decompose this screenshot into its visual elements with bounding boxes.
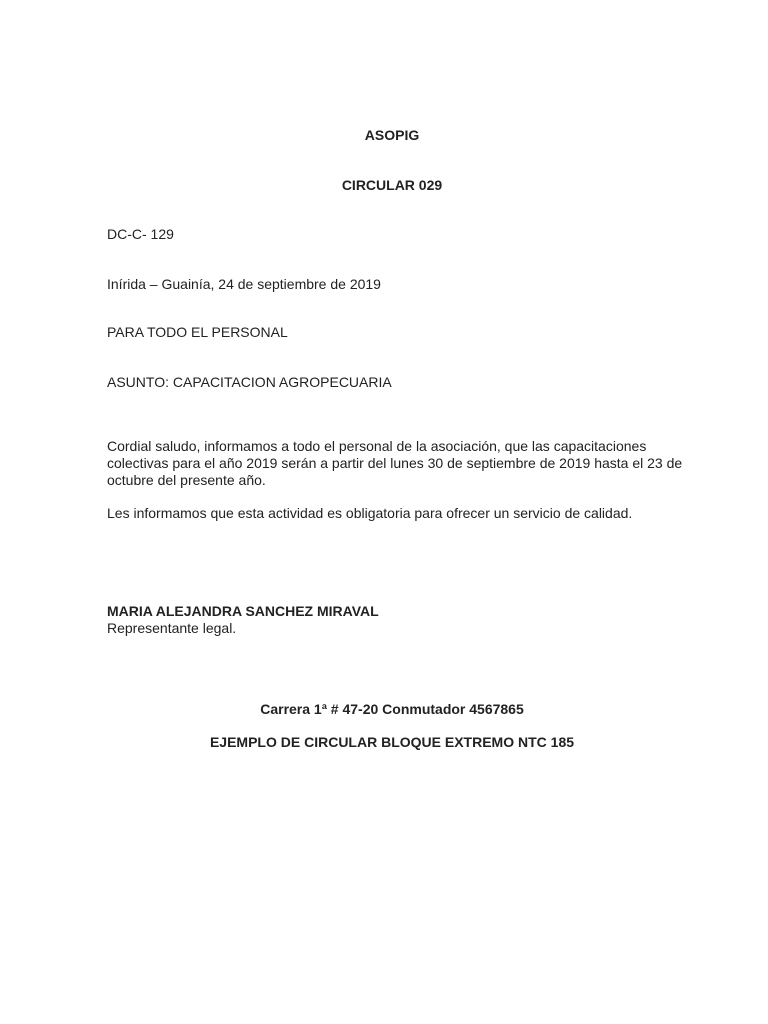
- footer-caption: EJEMPLO DE CIRCULAR BLOQUE EXTREMO NTC 185: [209, 734, 575, 750]
- organization-title: ASOPIG: [364, 127, 420, 143]
- recipient: PARA TODO EL PERSONAL: [107, 324, 288, 340]
- body-paragraph-2: Les informamos que esta actividad es obligatoria para ofrecer un servicio de calidad.: [107, 505, 633, 521]
- place-date: Inírida – Guainía, 24 de septiembre de 2019: [107, 276, 381, 292]
- signatory-role: Representante legal.: [107, 620, 237, 636]
- reference-code: DC-C- 129: [107, 226, 174, 242]
- body-paragraph-1: Cordial saludo, informamos a todo el personal de la asociación, que las capacitaciones colectivas para el año 2019 serán a partir del lunes 30 de septiembre de 2019 hasta el 23 de octubre del presente año.: [107, 438, 683, 488]
- footer-address: Carrera 1ª # 47-20 Conmutador 4567865: [260, 701, 524, 717]
- circular-number: CIRCULAR 029: [341, 177, 443, 193]
- subject: ASUNTO: CAPACITACION AGROPECUARIA: [107, 374, 392, 390]
- signatory-name: MARIA ALEJANDRA SANCHEZ MIRAVAL: [107, 603, 379, 619]
